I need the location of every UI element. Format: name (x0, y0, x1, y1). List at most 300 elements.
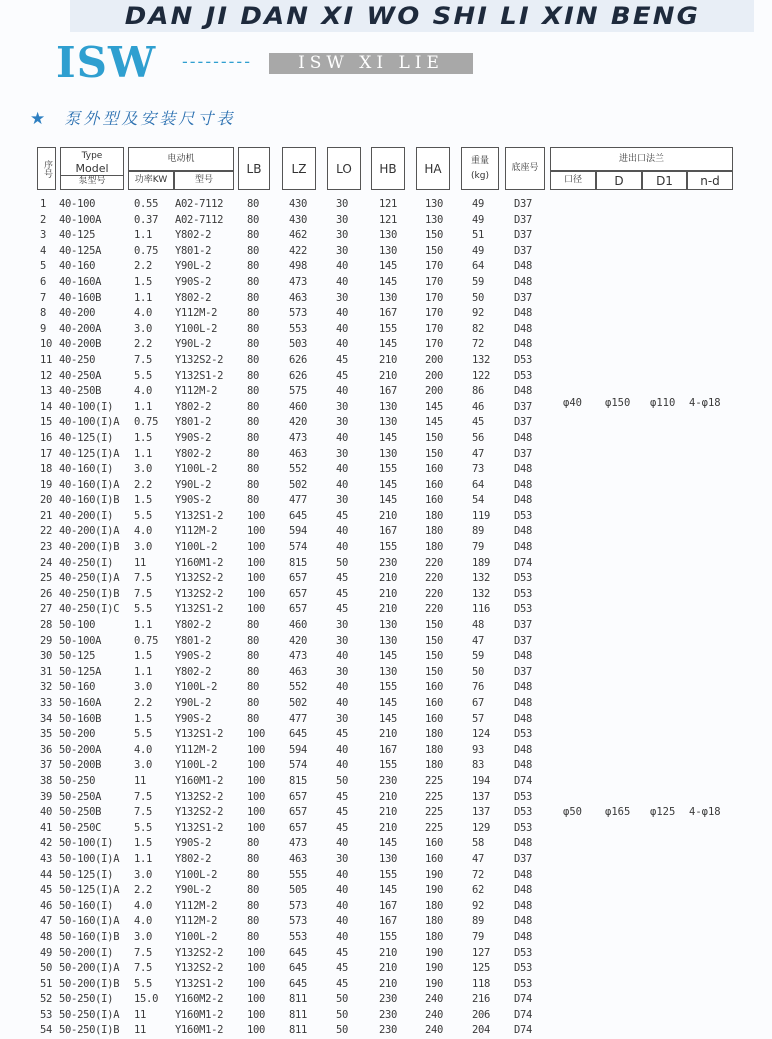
cell-seq: 8 (40, 307, 47, 320)
cell-lz: 811 (289, 993, 308, 1006)
cell-hb: 130 (379, 665, 398, 678)
cell-motor: Y132S1-2 (175, 821, 224, 834)
cell-lb: 80 (247, 400, 260, 413)
cell-power: 1.5 (134, 650, 153, 663)
cell-ha: 160 (425, 712, 444, 725)
cell-seq: 41 (40, 821, 53, 834)
cell-base: D53 (514, 603, 533, 616)
cell-motor: Y801-2 (175, 634, 212, 647)
cell-lb: 100 (247, 790, 266, 803)
cell-weight: 50 (472, 291, 485, 304)
cell-lo: 40 (336, 650, 349, 663)
cell-weight: 92 (472, 899, 485, 912)
cell-power: 2.2 (134, 884, 153, 897)
flange-40-d1: φ110 (650, 397, 676, 409)
table-row (0, 213, 772, 229)
cell-lo: 45 (336, 946, 349, 959)
cell-lb: 80 (247, 478, 260, 491)
cell-motor: Y802-2 (175, 447, 212, 460)
cell-hb: 145 (379, 650, 398, 663)
cell-seq: 18 (40, 463, 53, 476)
cell-model: 50-160(I) (59, 899, 114, 912)
cell-hb: 155 (379, 681, 398, 694)
cell-power: 7.5 (134, 790, 153, 803)
cell-base: D48 (514, 494, 533, 507)
cell-lb: 80 (247, 915, 260, 928)
header-motor-model (174, 171, 234, 190)
cell-model: 50-200(I)A (59, 962, 120, 975)
cell-lo: 40 (336, 837, 349, 850)
cell-lz: 463 (289, 852, 308, 865)
type-top-label: Type (81, 150, 103, 161)
cell-ha: 180 (425, 743, 444, 756)
cell-hb: 130 (379, 400, 398, 413)
cell-model: 40-160(I)A (59, 478, 120, 491)
cell-ha: 170 (425, 275, 444, 288)
header-ha (416, 147, 450, 190)
cell-lo: 40 (336, 525, 349, 538)
cell-lo: 30 (336, 665, 349, 678)
cell-model: 50-160A (59, 697, 102, 709)
cell-model: 40-250B (59, 385, 102, 398)
cell-seq: 15 (40, 416, 53, 429)
cell-seq: 22 (40, 525, 53, 538)
table-row (0, 369, 772, 385)
header-lz (282, 147, 316, 190)
cell-lz: 430 (289, 198, 308, 210)
flange-40-bore: φ40 (563, 397, 582, 409)
cell-lz: 473 (289, 837, 308, 850)
cell-weight: 122 (472, 369, 491, 382)
cell-power: 0.75 (134, 244, 159, 257)
cell-motor: Y100L-2 (175, 541, 218, 554)
cell-motor: Y132S2-2 (175, 353, 224, 366)
cell-base: D48 (514, 697, 533, 709)
cell-seq: 6 (40, 275, 47, 288)
cell-lb: 80 (247, 229, 260, 242)
cell-lb: 80 (247, 244, 260, 257)
cell-ha: 150 (425, 665, 444, 678)
cell-lo: 40 (336, 681, 349, 694)
cell-lo: 45 (336, 603, 349, 616)
section-title: 泵外型及安装尺寸表 (64, 109, 236, 128)
cell-hb: 130 (379, 229, 398, 242)
cell-lb: 80 (247, 930, 260, 943)
table-row (0, 743, 772, 759)
cell-weight: 67 (472, 697, 485, 709)
cell-lo: 45 (336, 977, 349, 990)
cell-hb: 145 (379, 697, 398, 709)
cell-lb: 100 (247, 806, 266, 819)
cell-lz: 645 (289, 946, 308, 959)
cell-weight: 92 (472, 307, 485, 320)
cell-ha: 220 (425, 587, 444, 600)
cell-lo: 30 (336, 712, 349, 725)
cell-lb: 80 (247, 494, 260, 507)
cell-seq: 38 (40, 774, 53, 787)
cell-model: 40-160A (59, 275, 102, 288)
cell-ha: 180 (425, 915, 444, 928)
cell-motor: Y90L-2 (175, 884, 212, 897)
cell-ha: 225 (425, 790, 444, 803)
cell-lz: 645 (289, 728, 308, 741)
cell-lz: 420 (289, 416, 308, 429)
cell-motor: Y100L-2 (175, 759, 218, 772)
cell-seq: 51 (40, 977, 53, 990)
cell-weight: 79 (472, 541, 485, 554)
flange-40-d: φ150 (605, 397, 631, 409)
cell-model: 50-125 (59, 650, 96, 663)
motor-model-label: 型号 (194, 175, 213, 185)
table-row (0, 244, 772, 260)
cell-power: 3.0 (134, 868, 153, 881)
cell-hb: 210 (379, 603, 398, 616)
cell-model: 40-200B (59, 338, 102, 351)
cell-weight: 137 (472, 790, 491, 803)
banner-title: DAN JI DAN XI WO SHI LI XIN BENG (124, 2, 700, 30)
star-icon: ★ (30, 109, 46, 129)
cell-weight: 127 (472, 946, 491, 959)
cell-model: 40-250A (59, 369, 102, 382)
table-row (0, 758, 772, 774)
cell-power: 11 (134, 1024, 147, 1037)
cell-model: 40-125A (59, 244, 102, 257)
cell-model: 40-125 (59, 229, 96, 242)
cell-motor: Y802-2 (175, 229, 212, 242)
cell-seq: 30 (40, 650, 53, 663)
flange-50-d1: φ125 (650, 806, 676, 818)
hb-label: HB (379, 161, 397, 176)
cell-power: 1.1 (134, 400, 153, 413)
cell-base: D74 (514, 1008, 533, 1021)
cell-base: D74 (514, 993, 533, 1006)
cell-motor: Y801-2 (175, 244, 212, 257)
cell-base: D37 (514, 416, 533, 429)
cell-lb: 80 (247, 275, 260, 288)
cell-lb: 80 (247, 619, 260, 632)
cell-model: 50-160 (59, 681, 96, 694)
cell-power: 2.2 (134, 338, 153, 351)
table-row (0, 524, 772, 540)
cell-hb: 210 (379, 369, 398, 382)
cell-model: 50-125(I)A (59, 884, 120, 897)
table-row (0, 649, 772, 665)
cell-lo: 50 (336, 993, 349, 1006)
cell-motor: Y132S1-2 (175, 603, 224, 616)
cell-motor: Y132S1-2 (175, 369, 224, 382)
cell-lo: 30 (336, 634, 349, 647)
cell-model: 40-160B (59, 291, 102, 304)
cell-base: D53 (514, 977, 533, 990)
cell-power: 1.1 (134, 665, 153, 678)
header-flange (550, 147, 733, 171)
cell-hb: 145 (379, 712, 398, 725)
cell-lb: 80 (247, 369, 260, 382)
cell-hb: 210 (379, 728, 398, 741)
cell-base: D53 (514, 728, 533, 741)
cell-model: 40-100(I)A (59, 416, 120, 429)
cell-lb: 80 (247, 681, 260, 694)
cell-power: 1.1 (134, 852, 153, 865)
cell-lz: 815 (289, 556, 308, 569)
cell-power: 5.5 (134, 728, 153, 741)
header-base (505, 147, 545, 190)
cell-power: 7.5 (134, 587, 153, 600)
cell-hb: 145 (379, 338, 398, 351)
cell-base: D48 (514, 884, 533, 897)
cell-power: 4.0 (134, 307, 153, 320)
cell-lb: 80 (247, 198, 260, 210)
table-row (0, 727, 772, 743)
cell-base: D37 (514, 852, 533, 865)
cell-lb: 80 (247, 852, 260, 865)
cell-weight: 125 (472, 962, 491, 975)
header-motor (128, 147, 234, 171)
cell-seq: 7 (40, 291, 47, 304)
cell-lo: 40 (336, 431, 349, 444)
cell-power: 4.0 (134, 385, 153, 398)
cell-base: D37 (514, 291, 533, 304)
cell-hb: 230 (379, 1008, 398, 1021)
header-lo (327, 147, 361, 190)
cell-power: 11 (134, 774, 147, 787)
cell-lz: 473 (289, 650, 308, 663)
cell-ha: 170 (425, 338, 444, 351)
cell-seq: 34 (40, 712, 53, 725)
cell-hb: 155 (379, 463, 398, 476)
base-label: 底座号 (511, 163, 539, 173)
cell-model: 40-100 (59, 198, 96, 210)
cell-base: D48 (514, 260, 533, 273)
cell-lo: 45 (336, 572, 349, 585)
table-row (0, 306, 772, 322)
cell-weight: 194 (472, 774, 491, 787)
cell-lz: 502 (289, 478, 308, 491)
cell-weight: 72 (472, 338, 485, 351)
flange-50-nd: 4-φ18 (689, 806, 721, 818)
cell-weight: 89 (472, 525, 485, 538)
cell-hb: 145 (379, 260, 398, 273)
cell-hb: 145 (379, 478, 398, 491)
cell-motor: A02-7112 (175, 213, 224, 226)
cell-hb: 210 (379, 353, 398, 366)
table-row (0, 992, 772, 1008)
cell-base: D53 (514, 806, 533, 819)
cell-model: 40-200A (59, 322, 102, 335)
cell-ha: 240 (425, 1024, 444, 1037)
cell-power: 0.75 (134, 634, 159, 647)
cell-hb: 155 (379, 541, 398, 554)
header-bore (550, 171, 596, 190)
cell-base: D48 (514, 463, 533, 476)
cell-model: 50-100 (59, 619, 96, 632)
cell-lb: 100 (247, 946, 266, 959)
cell-motor: Y112M-2 (175, 307, 218, 320)
cell-weight: 47 (472, 852, 485, 865)
cell-lo: 40 (336, 868, 349, 881)
cell-seq: 53 (40, 1008, 53, 1021)
cell-weight: 45 (472, 416, 485, 429)
cell-hb: 155 (379, 759, 398, 772)
cell-model: 40-250(I) (59, 556, 114, 569)
cell-lo: 40 (336, 899, 349, 912)
cell-model: 50-125(I) (59, 868, 114, 881)
cell-lo: 45 (336, 821, 349, 834)
cell-ha: 150 (425, 244, 444, 257)
cell-model: 50-250(I)B (59, 1024, 120, 1037)
cell-lo: 30 (336, 400, 349, 413)
cell-hb: 155 (379, 322, 398, 335)
cell-power: 0.37 (134, 213, 159, 226)
cell-weight: 64 (472, 260, 485, 273)
cell-hb: 155 (379, 930, 398, 943)
table-row (0, 275, 772, 291)
cell-ha: 180 (425, 899, 444, 912)
cell-lz: 811 (289, 1008, 308, 1021)
cell-base: D53 (514, 353, 533, 366)
cell-base: D48 (514, 385, 533, 398)
cell-lo: 45 (336, 790, 349, 803)
cell-seq: 40 (40, 806, 53, 819)
header-weight (461, 147, 499, 190)
cell-lb: 100 (247, 525, 266, 538)
cell-weight: 76 (472, 681, 485, 694)
table-row (0, 571, 772, 587)
cell-weight: 50 (472, 665, 485, 678)
cell-lz: 505 (289, 884, 308, 897)
cell-lo: 40 (336, 463, 349, 476)
cell-hb: 130 (379, 291, 398, 304)
cell-base: D37 (514, 400, 533, 413)
cell-model: 40-200(I)B (59, 541, 120, 554)
cell-base: D53 (514, 790, 533, 803)
cell-lb: 80 (247, 322, 260, 335)
cell-lo: 45 (336, 806, 349, 819)
cell-power: 11 (134, 1008, 147, 1021)
cell-weight: 132 (472, 572, 491, 585)
cell-power: 3.0 (134, 541, 153, 554)
cell-power: 1.1 (134, 229, 153, 242)
cell-seq: 33 (40, 697, 53, 709)
spec-table (0, 197, 772, 1039)
cell-ha: 180 (425, 509, 444, 522)
cell-motor: Y160M1-2 (175, 774, 224, 787)
cell-model: 50-160B (59, 712, 102, 725)
weight-unit-label: (kg) (471, 170, 489, 181)
cell-motor: Y132S2-2 (175, 806, 224, 819)
cell-weight: 132 (472, 353, 491, 366)
cell-lo: 45 (336, 962, 349, 975)
cell-lz: 473 (289, 431, 308, 444)
cell-lz: 626 (289, 369, 308, 382)
cell-power: 7.5 (134, 806, 153, 819)
cell-motor: Y802-2 (175, 291, 212, 304)
table-row (0, 462, 772, 478)
cell-hb: 230 (379, 556, 398, 569)
cell-lb: 80 (247, 884, 260, 897)
table-row (0, 556, 772, 572)
cell-power: 2.2 (134, 478, 153, 491)
cell-lz: 573 (289, 899, 308, 912)
cell-lz: 553 (289, 930, 308, 943)
flange-50-d: φ165 (605, 806, 631, 818)
table-row (0, 883, 772, 899)
cell-lb: 80 (247, 260, 260, 273)
cell-lo: 45 (336, 369, 349, 382)
cell-power: 5.5 (134, 369, 153, 382)
cell-hb: 210 (379, 977, 398, 990)
cell-ha: 180 (425, 525, 444, 538)
cell-ha: 200 (425, 353, 444, 366)
cell-model: 40-125(I)A (59, 447, 120, 460)
cell-power: 5.5 (134, 977, 153, 990)
cell-hb: 167 (379, 385, 398, 398)
cell-hb: 130 (379, 447, 398, 460)
cell-hb: 210 (379, 509, 398, 522)
cell-power: 1.5 (134, 494, 153, 507)
cell-power: 3.0 (134, 930, 153, 943)
cell-weight: 79 (472, 930, 485, 943)
cell-lz: 552 (289, 463, 308, 476)
cell-lz: 815 (289, 774, 308, 787)
cell-motor: Y160M1-2 (175, 556, 224, 569)
cell-ha: 160 (425, 494, 444, 507)
cell-lo: 40 (336, 275, 349, 288)
cell-seq: 42 (40, 837, 53, 850)
cell-motor: Y802-2 (175, 619, 212, 632)
cell-lz: 657 (289, 806, 308, 819)
table-row (0, 821, 772, 837)
power-label: 功率KW (134, 175, 168, 185)
seq-label: 序号 (42, 159, 52, 178)
cell-lz: 645 (289, 509, 308, 522)
cell-seq: 19 (40, 478, 53, 491)
cell-weight: 51 (472, 229, 485, 242)
cell-seq: 20 (40, 494, 53, 507)
cell-base: D53 (514, 587, 533, 600)
title-banner (70, 0, 754, 32)
cell-lo: 30 (336, 229, 349, 242)
cell-ha: 200 (425, 369, 444, 382)
cell-lz: 477 (289, 494, 308, 507)
cell-base: D48 (514, 338, 533, 351)
cell-motor: Y132S2-2 (175, 962, 224, 975)
cell-power: 5.5 (134, 509, 153, 522)
cell-seq: 49 (40, 946, 53, 959)
cell-motor: Y90S-2 (175, 494, 212, 507)
table-row (0, 540, 772, 556)
cell-lo: 30 (336, 213, 349, 226)
cell-base: D48 (514, 650, 533, 663)
table-row (0, 431, 772, 447)
cell-motor: Y90S-2 (175, 837, 212, 850)
cell-lz: 460 (289, 400, 308, 413)
cell-lb: 80 (247, 416, 260, 429)
cell-seq: 45 (40, 884, 53, 897)
cell-weight: 49 (472, 213, 485, 226)
cell-seq: 47 (40, 915, 53, 928)
cell-ha: 220 (425, 603, 444, 616)
cell-model: 40-100A (59, 213, 102, 226)
cell-hb: 167 (379, 525, 398, 538)
cell-motor: Y160M1-2 (175, 1008, 224, 1021)
cell-ha: 130 (425, 213, 444, 226)
cell-ha: 170 (425, 260, 444, 273)
cell-base: D48 (514, 322, 533, 335)
cell-weight: 129 (472, 821, 491, 834)
cell-lz: 594 (289, 525, 308, 538)
cell-model: 50-200B (59, 759, 102, 772)
